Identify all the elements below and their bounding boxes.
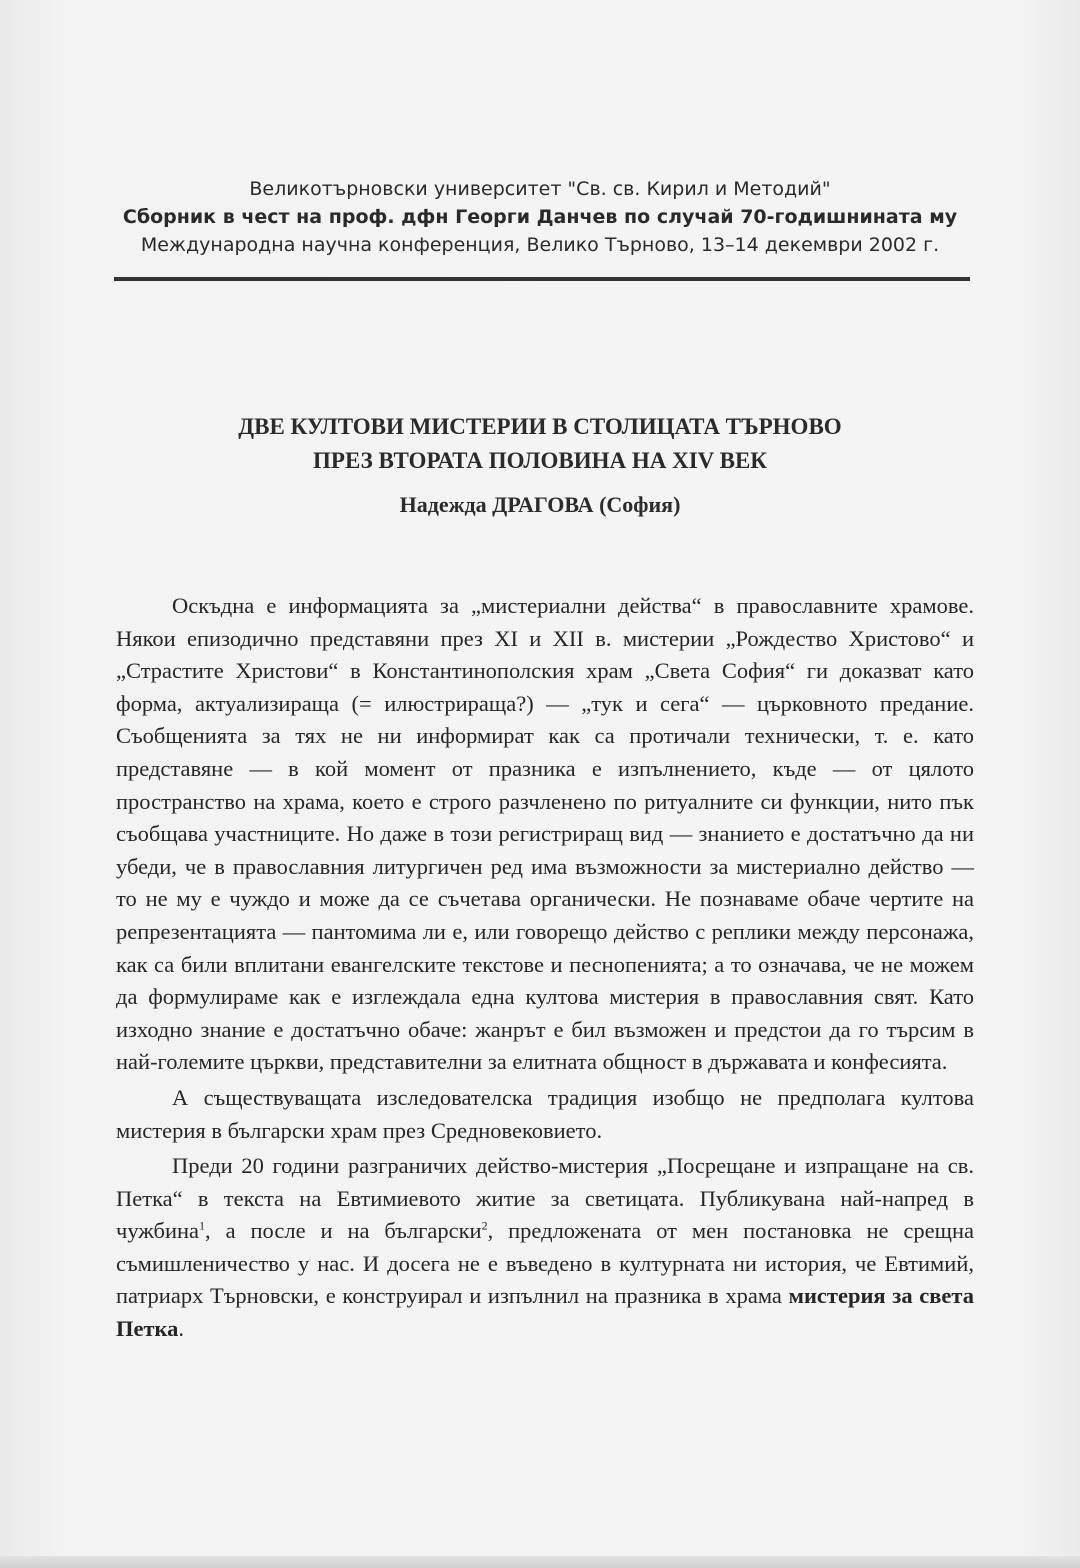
paragraph-1: Оскъдна е информацията за „мистериални действа“ в православните храмове. Някои епизодично представяни през XI и XII в. мистерии „Рождество Христово“ и „Страстите Христови“ в Константинополския храм „Света София“ ги доказват като форма, актуализираща (= илюстрираща?) — „тук и сега“ — църковното предание. Съобщенията за тях не ни информират как са протичали технически, т. е. като представяне — в кой момент от празника е изпълнението, къде — от цялото пространство на храма, което е строго разчленено по ритуалните си функции, нито пък съобщава участниците. Но даже в този регистриращ вид — знанието е достатъчно да ни убеди, че в православния литургичен ред има възможности за мистериално действо — то не му е чуждо и може да се съчетава органически. Не познаваме обаче чертите на репрезентацията — пантомима ли е, или говорещо действо с реплики между персонажа, как са били вплитани евангелските текстове и песнопенията; а то означава, че не можем да формулираме как е изглеждала една култова мистерия в православния свят. Като изходно знание е достатъчно обаче: жанрът е бил възможен и предстои да го търсим в най-големите църкви, представителни за елитната общност в държавата и конфесията.: [116, 593, 974, 1075]
header-collection: Сборник в чест на проф. дфн Георги Данчев по случай 70-годишнината му: [122, 206, 958, 228]
article-title: [110, 410, 970, 478]
footnote-ref-1[interactable]: 1: [199, 1218, 206, 1233]
running-header: [110, 175, 970, 259]
paragraph-2: А съществуващата изследователска традиция изобщо не предполага култова мистерия в български храм през Средновековието.: [116, 1084, 974, 1143]
footnote-ref-2[interactable]: 2: [481, 1218, 488, 1233]
paragraph-3: [116, 1150, 974, 1346]
paragraph-3-emphasis: мистерия за света Петка: [116, 1283, 974, 1342]
title-line-1: ДВЕ КУЛТОВИ МИСТЕРИИ В СТОЛИЦАТА ТЪРНОВО: [238, 414, 842, 439]
header-conference: Международна научна конференция, Велико Търново, 13–14 декември 2002 г.: [140, 234, 940, 256]
article-author: Надежда ДРАГОВА (София): [399, 492, 681, 517]
paragraph-3-text-c: , предложената от мен постановка не срещна съмишленичество у нас. И досега не е въведено в културната ни история, че Евтимий, патриарх Търновски, е конструирал и изпълнил на празника в храма: [116, 1218, 974, 1309]
paragraph-3-text-a: Преди 20 години разграничих действо-мистерия „Посрещане и изпращане на св. Петка“ в текста на Евтимиевото житие за светицата. Публикувана най-напред в чужбина: [116, 1153, 974, 1244]
article-body: [116, 590, 974, 1346]
header-university: Великотърновски университет "Св. св. Кирил и Методий": [249, 178, 831, 200]
paragraph-3-end: .: [178, 1316, 185, 1342]
page-bottom-edge: [0, 1556, 1080, 1568]
header-rule: [114, 277, 970, 281]
paragraph-3-text-b: , а после и на български: [205, 1218, 482, 1244]
title-line-2: ПРЕЗ ВТОРАТА ПОЛОВИНА НА XIV ВЕК: [313, 448, 767, 473]
